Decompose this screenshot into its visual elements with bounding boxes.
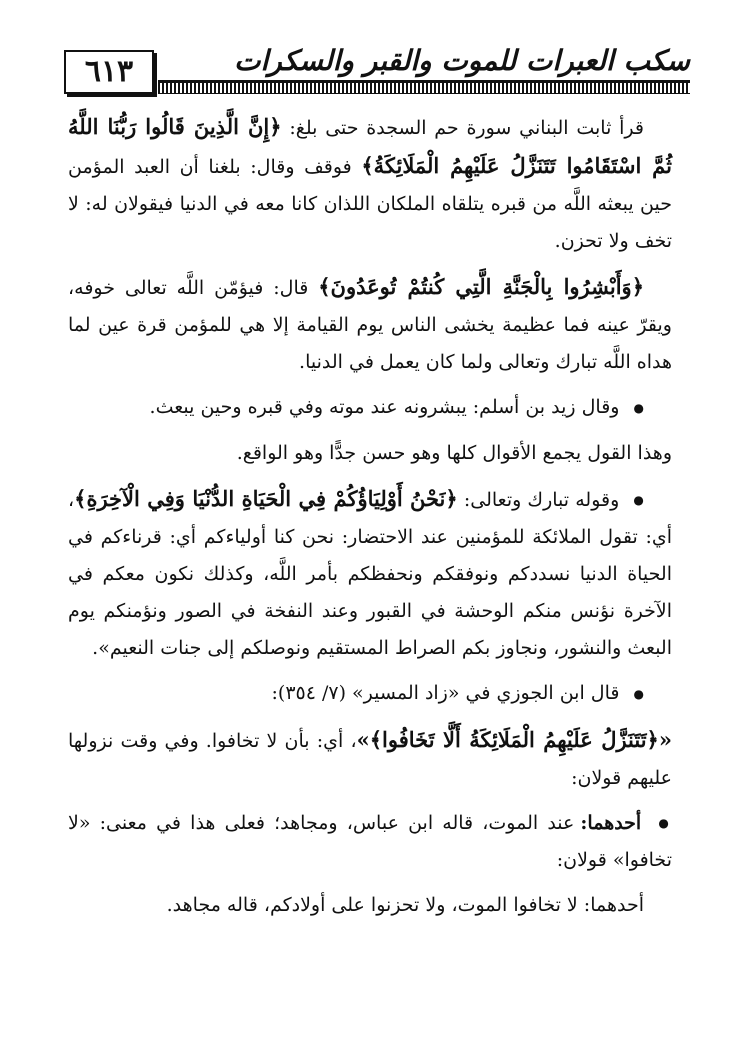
- paragraph-mujahid: [68, 887, 672, 924]
- paragraph-ibn-jawzi: [68, 675, 672, 713]
- text-span: ، أي: بأن لا تخافوا. وفي وقت نزولها عليهم قولان:: [68, 729, 672, 789]
- paragraph-glad-tidings: [68, 268, 672, 381]
- page-body: [68, 108, 672, 932]
- paragraph-summary: [68, 435, 672, 472]
- paragraph-tatanazzal: [68, 721, 672, 797]
- text-span: وقوله تبارك وتعالى:: [457, 488, 620, 511]
- text-span: وهذا القول يجمع الأقوال كلها وهو حسن جدًّا وهو الواقع.: [236, 441, 672, 464]
- text-span: ، أي: تقول الملائكة للمؤمنين عند الاحتضار: نحن كنا أولياءكم أي: قرناءكم في الحياة الدنيا نسددكم ونوفقكم ونحفظكم بأمر اللَّه، وكذلك نكون معكم في الآخرة نؤنس منكم الوحشة في القبور وعند النفخة في الصور ونؤمنكم يوم البعث والنشور، ونجاوز بكم الصراط المستقيم ونوصلكم إلى جنات النعيم».: [68, 488, 672, 659]
- page-number: ٦١٣: [64, 50, 154, 94]
- header-rule: [158, 80, 690, 94]
- text-span: وقال زيد بن أسلم: يبشرونه عند موته وفي قبره وحين يبعث.: [149, 396, 620, 418]
- text-span: قال: فيؤمّن اللَّه تعالى خوفه، ويقرّ عينه فما عظيمة يخشى الناس يوم القيامة إلا هي للمؤمن قرة عين لما هداه اللَّه تبارك وتعالى ولما كان يعمل في الدنيا.: [68, 277, 672, 373]
- quran-verse: ﴿نَحْنُ أَوْلِيَاؤُكُمْ فِي الْحَيَاةِ الدُّنْيَا وَفِي الْآخِرَةِ﴾: [74, 485, 458, 511]
- text-span: قال ابن الجوزي في «زاد المسير» (٧/ ٣٥٤):: [271, 682, 620, 704]
- bold-term: أحدهما:: [580, 811, 642, 834]
- book-title: سكب العبرات للموت والقبر والسكرات: [234, 44, 690, 77]
- quran-verse: «﴿تَتَنَزَّلُ عَلَيْهِمُ الْمَلَائِكَةُ أَلَّا تَخَافُوا﴾»: [356, 726, 672, 752]
- text-span: قرأ ثابت البناني سورة حم السجدة حتى بلغ:: [281, 117, 644, 139]
- paragraph-thabit: [68, 108, 672, 260]
- paragraph-awliya: [68, 480, 672, 668]
- page-header: [54, 40, 690, 98]
- text-span: فوقف وقال: بلغنا أن العبد المؤمن حين يبعثه اللَّه من قبره يتلقاه الملكان اللذان كانا معه في الدنيا فيقولان له: لا تخف ولا تحزن.: [68, 156, 672, 252]
- quran-verse: ﴿إِنَّ الَّذِينَ قَالُوا رَبُّنَا اللَّهُ ثُمَّ اسْتَقَامُوا تَتَنَزَّلُ عَلَيْهِمُ الْمَلَائِكَةُ﴾: [68, 114, 672, 178]
- paragraph-zaid: [68, 389, 672, 427]
- text-span: عند الموت، قاله ابن عباس، ومجاهد؛ فعلى هذا في معنى: «لا تخافوا» قولان:: [68, 811, 672, 871]
- quran-verse: ﴿وَأَبْشِرُوا بِالْجَنَّةِ الَّتِي كُنتُمْ تُوعَدُونَ﴾: [318, 274, 644, 299]
- paragraph-first-opinion: [68, 805, 672, 880]
- text-span: أحدهما: لا تخافوا الموت، ولا تحزنوا على أولادكم، قاله مجاهد.: [166, 894, 644, 916]
